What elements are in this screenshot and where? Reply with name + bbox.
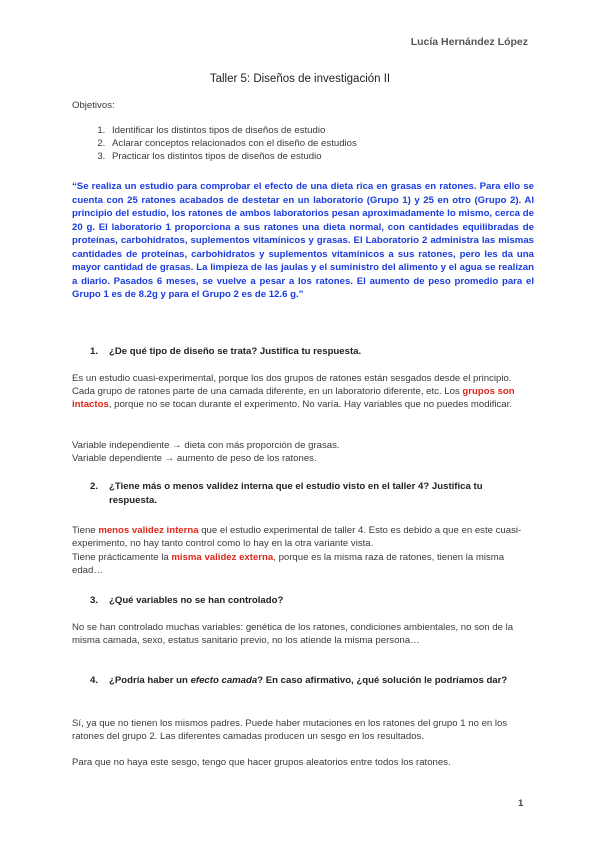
objectives-list: [88, 124, 508, 163]
answer-text: Tiene prácticamente la: [72, 552, 172, 563]
objective-item: 1. Identificar los distintos tipos de diseños de estudio: [108, 124, 508, 137]
dependent-variable: Variable dependiente → aumento de peso de los ratones.: [72, 453, 317, 464]
objective-item: 2. Aclarar conceptos relacionados con el diseño de estudios: [108, 137, 508, 150]
question-number: 1.: [90, 346, 99, 357]
independent-variable: Variable independiente → dieta con más proporción de grasas.: [72, 440, 340, 451]
question-4: [90, 674, 530, 688]
question-text: ¿Qué variables no se han controlado?: [109, 595, 284, 606]
question-text: ¿Tiene más o menos validez interna que el estudio visto en el taller 4? Justifica tu respuesta.: [109, 481, 483, 506]
question-text-part: ? En caso afirmativo, ¿qué solución le podríamos dar?: [257, 675, 508, 686]
highlight-text: menos validez interna: [98, 525, 199, 536]
highlight-text: misma validez externa: [171, 552, 274, 563]
question-3: [90, 594, 530, 608]
page-number: 1: [518, 798, 524, 809]
case-statement: “Se realiza un estudio para comprobar el efecto de una dieta rica en grasas en ratones. Para ello se cuenta con 25 ratones acabados de destetar en un laboratorio (Grupo 1) y 25 en otro (Grupo 2). Al principio del estudio, los ratones de ambos laboratorios pesan aproximadamente lo mismo, cerca de 20 g. El laboratorio 1 proporciona a sus ratones una dieta normal, con cantidades equilibradas de proteínas, carbohidratos, suplementos vitamínicos y grasas. El Laboratorio 2 administra las mismas cantidades de proteínas, carbohidratos y suplementos vitamínicos a sus ratones, pero les da una mayor cantidad de grasas. La limpieza de las jaulas y el suministro del alimento y el agua se realizan a diario. Pasados 6 meses, se vuelve a pesar a los ratones. El aumento de peso promedio para el Grupo 1 es de 8.2g y para el Grupo 2 es de 12.6 g.”: [72, 181, 534, 300]
question-text-part: ¿Podría haber un: [109, 675, 191, 686]
question-number: 3.: [90, 595, 99, 606]
answer-3: No se han controlado muchas variables: genética de los ratones, condiciones ambientales, no son de la misma camada, sexo, estatus sanitario previo, no los atiende la misma persona…: [72, 622, 514, 646]
answer-text: , porque es la misma raza de ratones, tienen la misma edad…: [72, 552, 505, 576]
question-number: 2.: [90, 481, 99, 492]
question-text: ¿De qué tipo de diseño se trata? Justifica tu respuesta.: [109, 346, 362, 357]
answer-text: Es un estudio cuasi-experimental, porque los dos grupos de ratones están sesgados desde el principio. Cada grupo de ratones parte de una camada diferente, en un laboratorio diferente, etc. Los: [72, 373, 512, 397]
answer-text: , porque no se tocan durante el experimento. No varía. Hay variables que no puedes modificar.: [108, 399, 512, 410]
answer-text: que el estudio experimental de taller 4. Esto es debido a que en este cuasi-experimento, no hay tanto control como lo hay en la otra variante vista.: [72, 525, 522, 549]
question-emphasis: efecto camada: [190, 675, 258, 686]
question-1: [90, 345, 530, 359]
answer-4a: Sí, ya que no tienen los mismos padres. Puede haber mutaciones en los ratones del grupo 1 no en los ratones del grupo 2. Las diferentes camadas producen un sesgo en los resultados.: [72, 718, 508, 742]
answer-1: [72, 372, 532, 411]
objective-item: 3. Practicar los distintos tipos de diseños de estudio: [108, 150, 508, 163]
question-text: [109, 674, 530, 688]
answer-4b: Para que no haya este sesgo, tengo que hacer grupos aleatorios entre todos los ratones.: [72, 757, 451, 768]
author-name: Lucía Hernández López: [410, 36, 528, 48]
highlight-text: grupos son intactos: [72, 386, 515, 410]
answer-2b: [72, 551, 532, 577]
answer-text: Tiene: [72, 525, 99, 536]
objectives-label: Objetivos:: [72, 100, 115, 111]
document-title: Taller 5: Diseños de investigación II: [209, 73, 391, 85]
question-number: 4.: [90, 675, 99, 686]
answer-2a: [72, 524, 532, 550]
question-2: [90, 480, 530, 508]
